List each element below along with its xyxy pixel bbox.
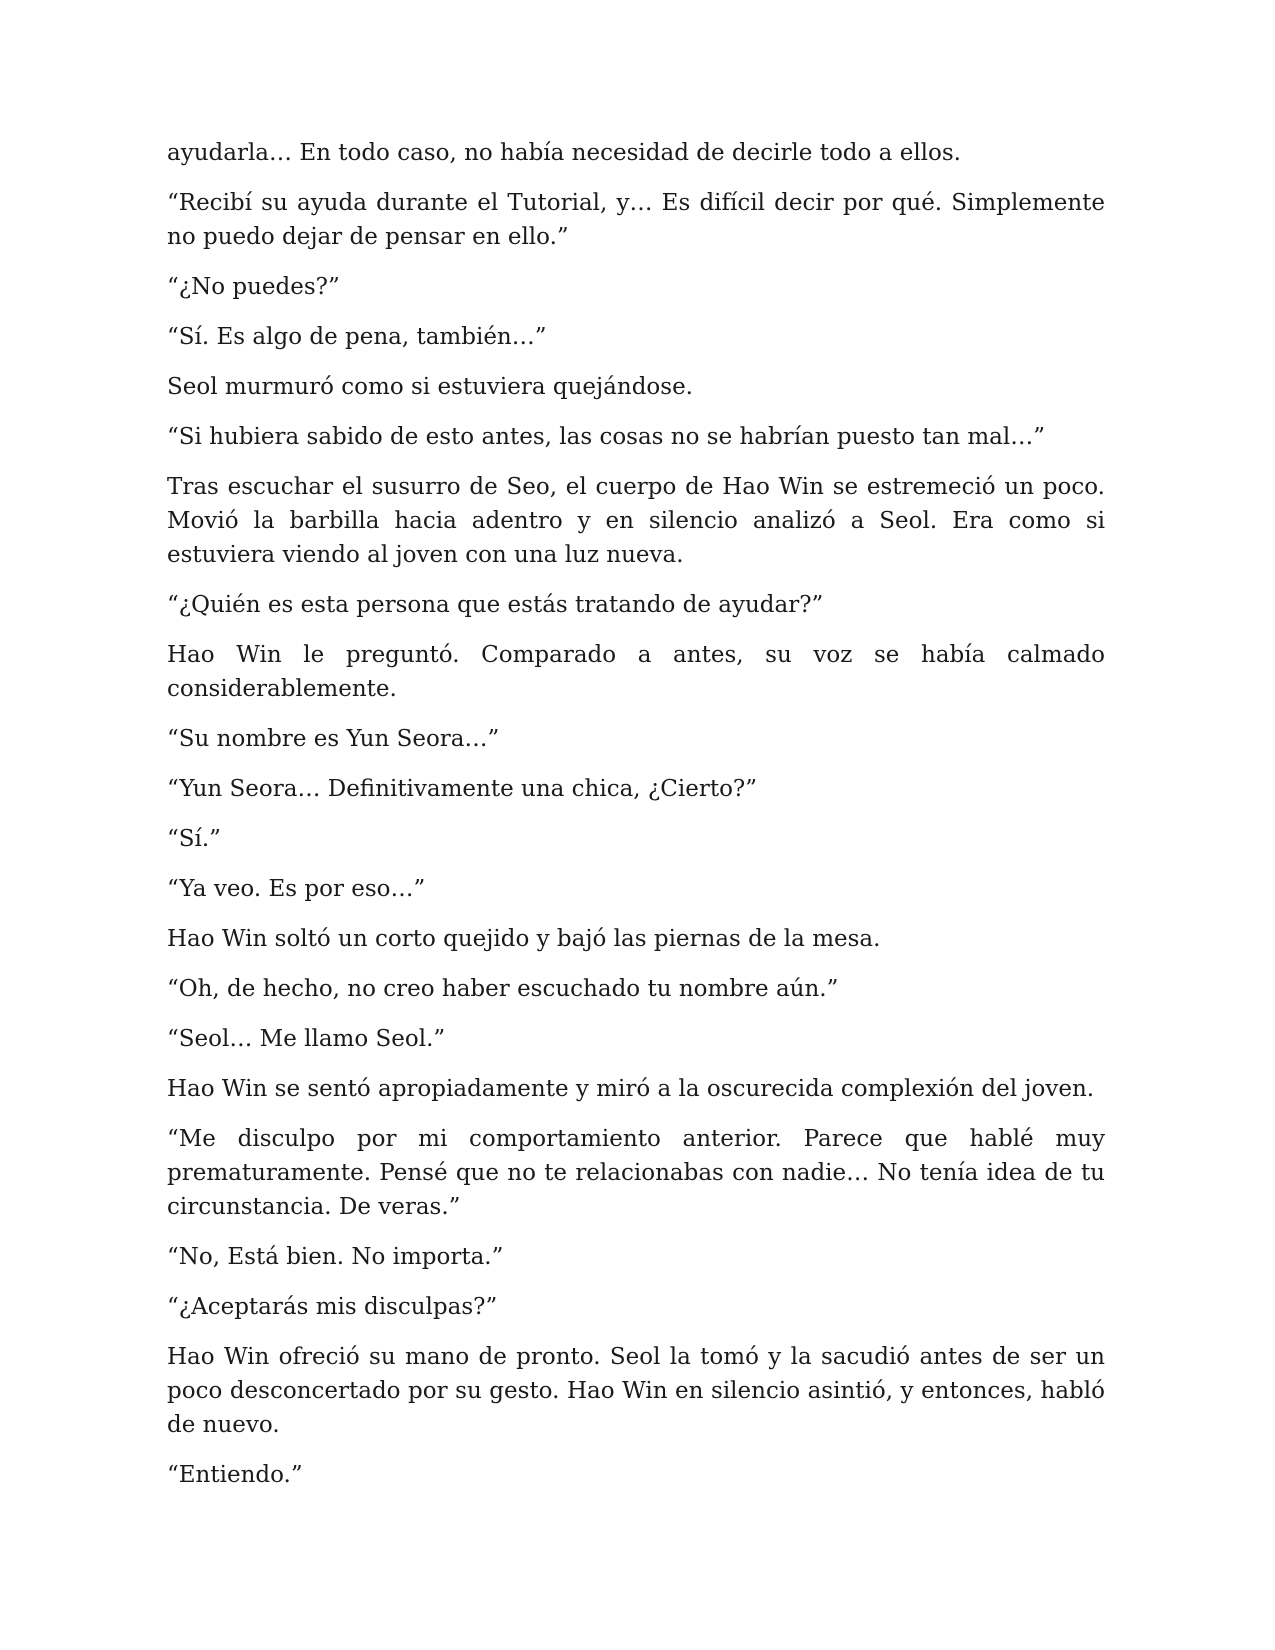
paragraph: “Sí.” xyxy=(167,826,221,852)
paragraph: ayudarla… En todo caso, no había necesidad de decirle todo a ellos. xyxy=(167,140,961,166)
paragraph: “Si hubiera sabido de esto antes, las cosas no se habrían puesto tan mal…” xyxy=(167,424,1045,450)
paragraph: “Recibí su ayuda durante el Tutorial, y… Es difícil decir por qué. Simplemente no puedo dejar de pensar en ello.” xyxy=(167,190,1105,250)
paragraph: “Me disculpo por mi comportamiento anterior. Parece que hablé muy prematuramente. Pensé que no te relacionabas con nadie… No tenía idea de tu circunstancia. De veras.” xyxy=(167,1126,1105,1220)
paragraph: “¿Quién es esta persona que estás tratando de ayudar?” xyxy=(167,592,824,618)
paragraph: “Ya veo. Es por eso…” xyxy=(167,876,426,902)
paragraph: Hao Win soltó un corto quejido y bajó las piernas de la mesa. xyxy=(167,926,881,952)
body-text xyxy=(167,136,1105,1508)
paragraph: “Seol… Me llamo Seol.” xyxy=(167,1026,446,1052)
paragraph: “Yun Seora… Definitivamente una chica, ¿Cierto?” xyxy=(167,776,758,802)
paragraph: “¿No puedes?” xyxy=(167,274,340,300)
paragraph: “Entiendo.” xyxy=(167,1462,303,1488)
paragraph: “Oh, de hecho, no creo haber escuchado tu nombre aún.” xyxy=(167,976,839,1002)
paragraph: Seol murmuró como si estuviera quejándose. xyxy=(167,374,693,400)
paragraph: Tras escuchar el susurro de Seo, el cuerpo de Hao Win se estremeció un poco. Movió la barbilla hacia adentro y en silencio analizó a Seol. Era como si estuviera viendo al joven con una luz nueva. xyxy=(167,474,1105,568)
paragraph: “¿Aceptarás mis disculpas?” xyxy=(167,1294,498,1320)
paragraph: Hao Win se sentó apropiadamente y miró a la oscurecida complexión del joven. xyxy=(167,1076,1095,1102)
paragraph: Hao Win le preguntó. Comparado a antes, su voz se había calmado considerablemente. xyxy=(167,642,1105,702)
paragraph: “Sí. Es algo de pena, también…” xyxy=(167,324,547,350)
paragraph: Hao Win ofreció su mano de pronto. Seol la tomó y la sacudió antes de ser un poco desconcertado por su gesto. Hao Win en silencio asintió, y entonces, habló de nuevo. xyxy=(167,1344,1105,1438)
paragraph: “Su nombre es Yun Seora…” xyxy=(167,726,500,752)
paragraph: “No, Está bien. No importa.” xyxy=(167,1244,504,1270)
